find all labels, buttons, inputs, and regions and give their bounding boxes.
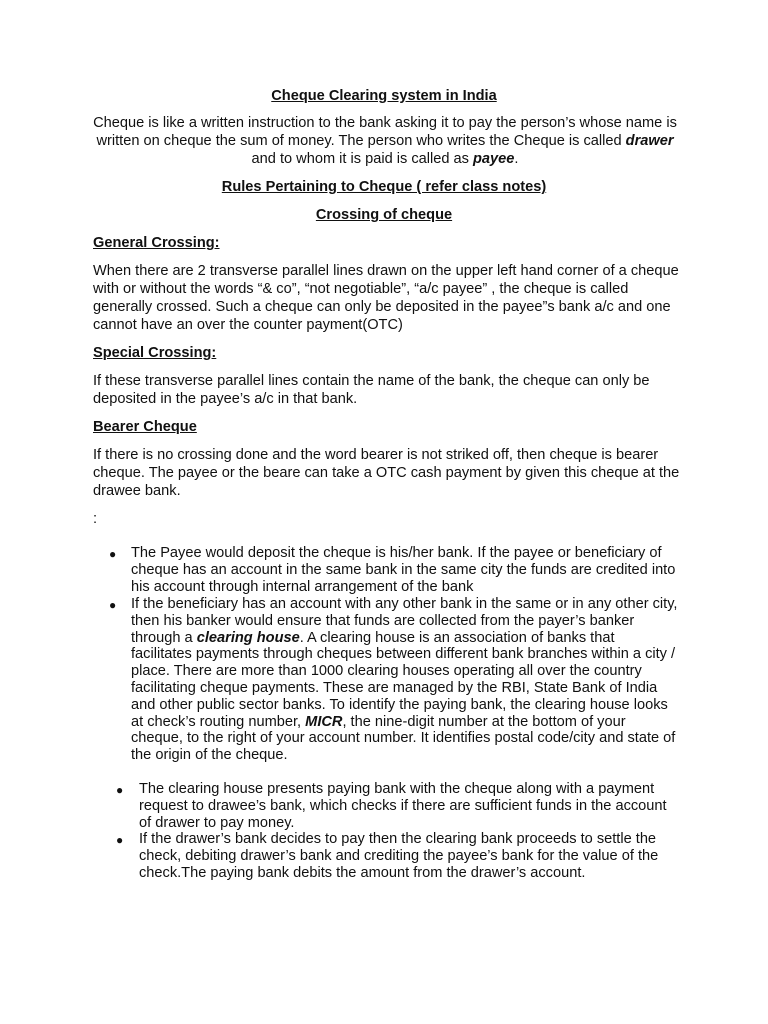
- bearer-cheque-body: If there is no crossing done and the word bearer is not striked off, then cheque is bearer cheque. The payee or the beare can take a OTC cash payment by given this cheque at the drawee bank.: [93, 447, 680, 499]
- stray-colon: :: [93, 511, 98, 527]
- bearer-cheque-heading: Bearer Cheque: [93, 419, 197, 435]
- bullet-2-text-3: , the nine-digit number at the bottom of your cheque, to the right of your account number. It identifies postal code/city and state of the origin of the cheque.: [131, 713, 676, 764]
- bullet-dot: ●: [116, 833, 124, 847]
- page-title: Cheque Clearing system in India: [271, 88, 497, 104]
- special-crossing-body: If these transverse parallel lines contain the name of the bank, the cheque can only be deposited in the payee’s a/c in that bank.: [93, 373, 650, 407]
- clearing-house-term: clearing house: [196, 629, 300, 646]
- bullet-2-text-2: . A clearing house is an association of banks that facilitates payments through cheques between different bank branches within a city / place. There are more than 1000 clearing houses operating all over the country facilitating cheque payments. These are managed by the RBI, State Bank of India and other public sector banks. To identify the paying bank, the clearing house looks at check’s routing number,: [131, 629, 676, 730]
- bullet-dot: ●: [109, 547, 117, 561]
- general-crossing-body: When there are 2 transverse parallel lines drawn on the upper left hand corner of a cheque with or without the words “& co”, “not negotiable”, “a/c payee” , the cheque is called generally crossed. Such a cheque can only be deposited in the payee”s bank a/c and one cannot have an over the counter payment(OTC): [93, 263, 679, 333]
- special-crossing-heading: Special Crossing:: [93, 345, 217, 361]
- bullet-2-text-1: If the beneficiary has an account with any other bank in the same or in any other city, then his banker would ensure that funds are collected from the payer’s banker through a: [131, 596, 678, 646]
- bullet-item-2: [131, 596, 679, 764]
- bullet-item-3: The clearing house presents paying bank with the cheque along with a payment request to drawee’s bank, which checks if there are sufficient funds in the account of drawer to pay money.: [139, 781, 667, 831]
- rules-heading: Rules Pertaining to Cheque ( refer class notes): [221, 179, 547, 195]
- bullet-dot: ●: [116, 783, 124, 797]
- intro-text-2: and to whom it is paid is called as: [251, 151, 473, 167]
- crossing-heading: Crossing of cheque: [315, 207, 453, 223]
- drawer-term: drawer: [625, 133, 674, 149]
- intro-paragraph: [88, 114, 682, 168]
- bullet-dot: ●: [109, 598, 117, 612]
- payee-term: payee: [473, 151, 515, 167]
- bullet-item-4: If the drawer’s bank decides to pay then the clearing bank proceeds to settle the check, debiting drawer’s bank and crediting the payee’s bank for the value of the check.The paying bank debits the amount from the drawer’s account.: [139, 831, 659, 881]
- intro-text-3: .: [514, 151, 519, 167]
- general-crossing-heading: General Crossing:: [93, 235, 220, 251]
- intro-text-1: Cheque is like a written instruction to the bank asking it to pay the person’s whose name is written on cheque the sum of money. The person who writes the Cheque is called: [93, 115, 677, 149]
- bullet-item-1: The Payee would deposit the cheque is his/her bank. If the payee or beneficiary of cheque has an account in the same bank in the same city the funds are credited into his account through internal arrangement of the bank: [131, 545, 676, 595]
- micr-term: MICR: [305, 713, 343, 730]
